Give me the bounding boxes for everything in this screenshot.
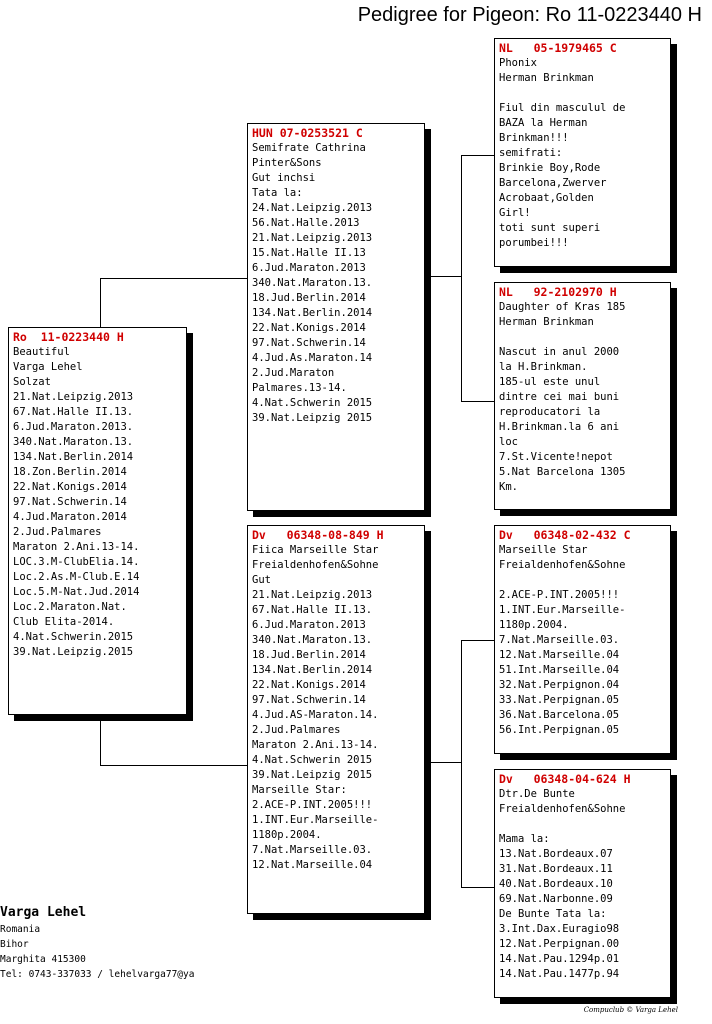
connector-line [461, 401, 495, 402]
pedigree-line: Gut [252, 574, 271, 586]
owner-name: Varga Lehel [0, 905, 87, 920]
pedigree-line: Phonix [499, 57, 537, 69]
owner-info [0, 904, 194, 982]
pedigree-line: semifrati: [499, 147, 563, 159]
pedigree-line: Freialdenhofen&Sohne [499, 803, 626, 815]
pigeon-card-sire [247, 123, 425, 511]
pedigree-line: 33.Nat.Perpignan.05 [499, 694, 620, 706]
pedigree-line: LOC.3.M-ClubElia.14. [13, 556, 140, 568]
connector-line [100, 278, 248, 279]
connector-line [100, 765, 248, 766]
pedigree-line: 21.Nat.Leipzig.2013 [13, 391, 134, 403]
pigeon-card-subject [8, 327, 187, 715]
pedigree-line: 2.Jud.Palmares [13, 526, 102, 538]
connector-line [461, 155, 495, 156]
pedigree-line [499, 330, 666, 345]
pedigree-line [499, 86, 666, 101]
pedigree-line: 134.Nat.Berlin.2014 [252, 664, 373, 676]
pedigree-line: 6.Jud.Maraton.2013 [252, 262, 366, 274]
connector-line [461, 640, 495, 641]
pedigree-line: 21.Nat.Leipzig.2013 [252, 232, 373, 244]
pedigree-line: Beautiful [13, 346, 70, 358]
pedigree-line: Semifrate Cathrina [252, 142, 366, 154]
pedigree-line: 14.Nat.Pau.1294p.01 [499, 953, 620, 965]
pedigree-line: 97.Nat.Schwerin.14 [252, 694, 366, 706]
pedigree-line: 1.INT.Eur.Marseille- [252, 814, 379, 826]
pedigree-line: 7.St.Vicente!nepot [499, 451, 613, 463]
pedigree-line: 18.Zon.Berlin.2014 [13, 466, 127, 478]
pedigree-line: 21.Nat.Leipzig.2013 [252, 589, 373, 601]
pedigree-line: 340.Nat.Maraton.13. [252, 277, 373, 289]
pedigree-line: Loc.5.M-Nat.Jud.2014 [13, 586, 140, 598]
ring-number: HUN 07-0253521 C [252, 126, 363, 140]
pedigree-line: Acrobaat,Golden [499, 192, 594, 204]
pedigree-line: 22.Nat.Konigs.2014 [252, 322, 366, 334]
pedigree-line: 56.Int.Perpignan.05 [499, 724, 620, 736]
pedigree-line: 39.Nat.Leipzig 2015 [252, 769, 373, 781]
pedigree-line: 134.Nat.Berlin.2014 [13, 451, 134, 463]
pedigree-line: 36.Nat.Barcelona.05 [499, 709, 620, 721]
owner-country: Romania [0, 924, 41, 935]
pedigree-line: 97.Nat.Schwerin.14 [252, 337, 366, 349]
pedigree-line: 7.Nat.Marseille.03. [499, 634, 620, 646]
pedigree-line: reproducatori la [499, 406, 601, 418]
pedigree-line: Pinter&Sons [252, 157, 322, 169]
pedigree-line: 97.Nat.Schwerin.14 [13, 496, 127, 508]
pigeon-card-dam-sire [494, 525, 671, 754]
connector-line [424, 762, 462, 763]
pigeon-card-sire-sire [494, 38, 671, 267]
connector-line [424, 276, 462, 277]
pedigree-line: 2.Jud.Palmares [252, 724, 341, 736]
pedigree-line: 4.Nat.Schwerin.2015 [13, 631, 134, 643]
pedigree-line: 39.Nat.Leipzig.2015 [13, 646, 134, 658]
connector-line [461, 640, 462, 888]
ring-number: NL 05-1979465 C [499, 41, 617, 55]
pedigree-line: toti sunt superi [499, 222, 601, 234]
pedigree-line: Herman Brinkman [499, 72, 594, 84]
pigeon-card-dam [247, 525, 425, 914]
pedigree-line: Herman Brinkman [499, 316, 594, 328]
pedigree-line: la H.Brinkman. [499, 361, 588, 373]
pedigree-line: Palmares.13-14. [252, 382, 347, 394]
pedigree-line: dintre cei mai buni [499, 391, 620, 403]
pedigree-line: De Bunte Tata la: [499, 908, 607, 920]
pedigree-line [499, 817, 666, 832]
pedigree-line: Girl! [499, 207, 531, 219]
pedigree-line: 40.Nat.Bordeaux.10 [499, 878, 613, 890]
pedigree-line: 6.Jud.Maraton.2013 [252, 619, 366, 631]
connector-line [100, 278, 101, 328]
pedigree-line: 22.Nat.Konigs.2014 [13, 481, 127, 493]
pedigree-line: 185-ul este unul [499, 376, 601, 388]
pedigree-line: Km. [499, 481, 518, 493]
owner-contact: Tel: 0743-337033 / lehelvarga77@ya [0, 969, 195, 980]
connector-line [461, 887, 495, 888]
pedigree-line: 18.Jud.Berlin.2014 [252, 649, 366, 661]
pedigree-line: 2.ACE-P.INT.2005!!! [252, 799, 373, 811]
pedigree-line: Nascut in anul 2000 [499, 346, 620, 358]
pedigree-line: 24.Nat.Leipzig.2013 [252, 202, 373, 214]
pedigree-line: 32.Nat.Perpignon.04 [499, 679, 620, 691]
pedigree-line: Brinkie Boy,Rode [499, 162, 601, 174]
pedigree-line: 4.Nat.Schwerin 2015 [252, 754, 373, 766]
pedigree-line: 67.Nat.Halle II.13. [13, 406, 134, 418]
pedigree-line: 18.Jud.Berlin.2014 [252, 292, 366, 304]
pedigree-line: 51.Int.Marseille.04 [499, 664, 620, 676]
pedigree-line: 12.Nat.Marseille.04 [252, 859, 373, 871]
pedigree-line: Loc.2.Maraton.Nat. [13, 601, 127, 613]
pedigree-line: Loc.2.As.M-Club.E.14 [13, 571, 140, 583]
pedigree-line: 1180p.2004. [499, 619, 569, 631]
pedigree-line: H.Brinkman.la 6 ani [499, 421, 620, 433]
pedigree-line: Freialdenhofen&Sohne [499, 559, 626, 571]
pedigree-line: Maraton 2.Ani.13-14. [252, 739, 379, 751]
pedigree-line: Dtr.De Bunte [499, 788, 575, 800]
pedigree-line: 12.Nat.Marseille.04 [499, 649, 620, 661]
pedigree-line: 4.Jud.AS-Maraton.14. [252, 709, 379, 721]
pedigree-line: 1180p.2004. [252, 829, 322, 841]
owner-county: Bihor [0, 939, 29, 950]
pedigree-line: 15.Nat.Halle II.13 [252, 247, 366, 259]
pedigree-line: 56.Nat.Halle.2013 [252, 217, 360, 229]
pedigree-line: Fiul din masculul de [499, 102, 626, 114]
pedigree-line: Solzat [13, 376, 51, 388]
pedigree-line: 3.Int.Dax.Euragio98 [499, 923, 620, 935]
pedigree-line: 134.Nat.Berlin.2014 [252, 307, 373, 319]
pedigree-line: 31.Nat.Bordeaux.11 [499, 863, 613, 875]
credit: Compuclub © Varga Lehel [583, 1006, 678, 1014]
owner-city: Marghita 415300 [0, 954, 86, 965]
pedigree-line: 13.Nat.Bordeaux.07 [499, 848, 613, 860]
pedigree-line: 2.ACE-P.INT.2005!!! [499, 589, 620, 601]
pedigree-line: 4.Jud.Maraton.2014 [13, 511, 127, 523]
pedigree-line: Fiica Marseille Star [252, 544, 379, 556]
ring-number: Dv 06348-02-432 C [499, 528, 631, 542]
pedigree-line [499, 573, 666, 588]
pedigree-line: 14.Nat.Pau.1477p.94 [499, 968, 620, 980]
pedigree-line: Mama la: [499, 833, 550, 845]
pedigree-line: 12.Nat.Perpignan.00 [499, 938, 620, 950]
pedigree-line: Varga Lehel [13, 361, 83, 373]
pedigree-line: Tata la: [252, 187, 303, 199]
pedigree-line: BAZA la Herman [499, 117, 588, 129]
pedigree-line: 22.Nat.Konigs.2014 [252, 679, 366, 691]
ring-number: Dv 06348-04-624 H [499, 772, 631, 786]
pedigree-line: loc [499, 436, 518, 448]
connector-line [461, 155, 462, 402]
pedigree-line: 69.Nat.Narbonne.09 [499, 893, 613, 905]
pedigree-line: 2.Jud.Maraton [252, 367, 335, 379]
pigeon-card-sire-dam [494, 282, 671, 510]
pedigree-line: 67.Nat.Halle II.13. [252, 604, 373, 616]
pedigree-line: Brinkman!!! [499, 132, 569, 144]
connector-line [100, 715, 101, 765]
pedigree-line: Maraton 2.Ani.13-14. [13, 541, 140, 553]
pigeon-card-dam-dam [494, 769, 671, 998]
pedigree-line: 4.Nat.Schwerin 2015 [252, 397, 373, 409]
ring-number: Ro 11-0223440 H [13, 330, 124, 344]
pedigree-line: Barcelona,Zwerver [499, 177, 607, 189]
pedigree-line: Freialdenhofen&Sohne [252, 559, 379, 571]
pedigree-line: 7.Nat.Marseille.03. [252, 844, 373, 856]
pedigree-line: porumbei!!! [499, 237, 569, 249]
pedigree-line: 6.Jud.Maraton.2013. [13, 421, 134, 433]
page-title: Pedigree for Pigeon: Ro 11-0223440 H [357, 4, 702, 26]
pedigree-line: Gut inchsi [252, 172, 316, 184]
ring-number: Dv 06348-08-849 H [252, 528, 384, 542]
pedigree-line: 5.Nat Barcelona 1305 [499, 466, 626, 478]
ring-number: NL 92-2102970 H [499, 285, 617, 299]
pedigree-line: 340.Nat.Maraton.13. [13, 436, 134, 448]
pedigree-line: 4.Jud.As.Maraton.14 [252, 352, 373, 364]
pedigree-line: 1.INT.Eur.Marseille- [499, 604, 626, 616]
pedigree-line: 340.Nat.Maraton.13. [252, 634, 373, 646]
pedigree-line: Marseille Star [499, 544, 588, 556]
pedigree-line: Marseille Star: [252, 784, 347, 796]
pedigree-line: Club Elita-2014. [13, 616, 115, 628]
pedigree-line: Daughter of Kras 185 [499, 301, 626, 313]
pedigree-line: 39.Nat.Leipzig 2015 [252, 412, 373, 424]
